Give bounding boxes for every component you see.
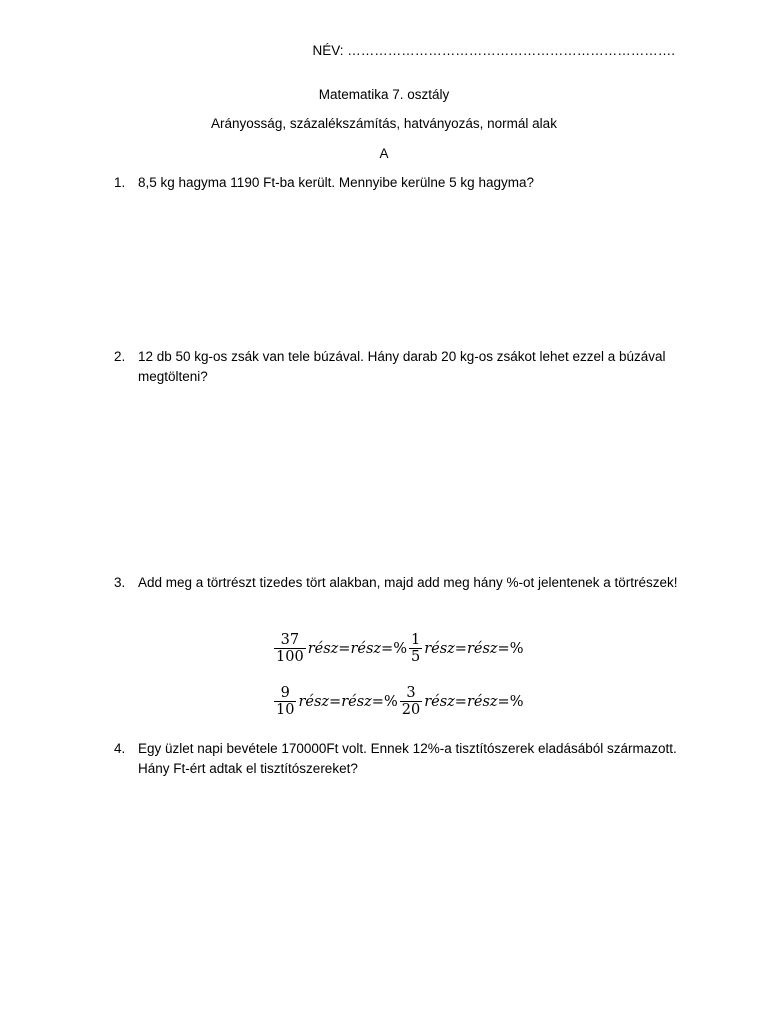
question-text: Add meg a törtrészt tizedes tört alakban, majd add meg hány %-ot jelentenek a törtrészek! [138, 575, 678, 590]
fraction-row-1 [272, 632, 523, 665]
question-text: 8,5 kg hagyma 1190 Ft-ba került. Mennyibe kerülne 5 kg hagyma? [138, 175, 534, 190]
question-number: 2. [114, 349, 126, 364]
word: rész [307, 640, 339, 657]
word: rész [424, 640, 455, 657]
word: rész [298, 693, 330, 710]
denominator: 100 [276, 649, 304, 665]
equals: = [329, 693, 342, 710]
word: rész [466, 693, 498, 710]
question-text: 12 db 50 kg-os zsák van tele búzával. Hány darab 20 kg-os zsákot lehet ezzel a búzával megtölteni? [138, 349, 666, 384]
percent: % [393, 640, 407, 657]
test-variant: A [379, 146, 389, 161]
numerator: 37 [280, 632, 300, 648]
word: rész [341, 693, 372, 710]
fraction [274, 632, 306, 665]
denominator: 5 [410, 649, 421, 665]
equals: = [381, 640, 394, 657]
equals: = [497, 693, 510, 710]
fraction [400, 685, 422, 718]
equals: = [454, 693, 467, 710]
question-text: Egy üzlet napi bevétele 170000Ft volt. Ennek 12%-a tisztítószerek eladásából származott. Hány Ft-ért adtak el tisztítószereket? [138, 741, 677, 776]
word: rész [424, 693, 455, 710]
percent: % [383, 693, 398, 710]
numerator: 1 [410, 632, 421, 648]
fraction [409, 632, 422, 665]
fraction-row-2 [272, 685, 523, 718]
question-number: 4. [114, 741, 126, 756]
word: rész [350, 640, 382, 657]
question-number: 3. [114, 575, 126, 590]
denominator: 10 [276, 702, 295, 718]
document-title: Matematika 7. osztály [318, 87, 450, 102]
fraction [274, 685, 296, 718]
name-field-line: NÉV: ………………………………………………………………. [312, 43, 675, 58]
question-number: 1. [114, 175, 126, 190]
word: rész [466, 640, 498, 657]
equals: = [454, 640, 467, 657]
percent: % [509, 693, 524, 710]
equals: = [497, 640, 510, 657]
document-subtitle: Arányosság, százalékszámítás, hatványozás, normál alak [211, 116, 557, 131]
percent: % [509, 640, 524, 657]
numerator: 9 [280, 685, 290, 701]
equals: = [371, 693, 384, 710]
equals: = [338, 640, 351, 657]
denominator: 20 [401, 702, 421, 718]
numerator: 3 [406, 685, 416, 701]
